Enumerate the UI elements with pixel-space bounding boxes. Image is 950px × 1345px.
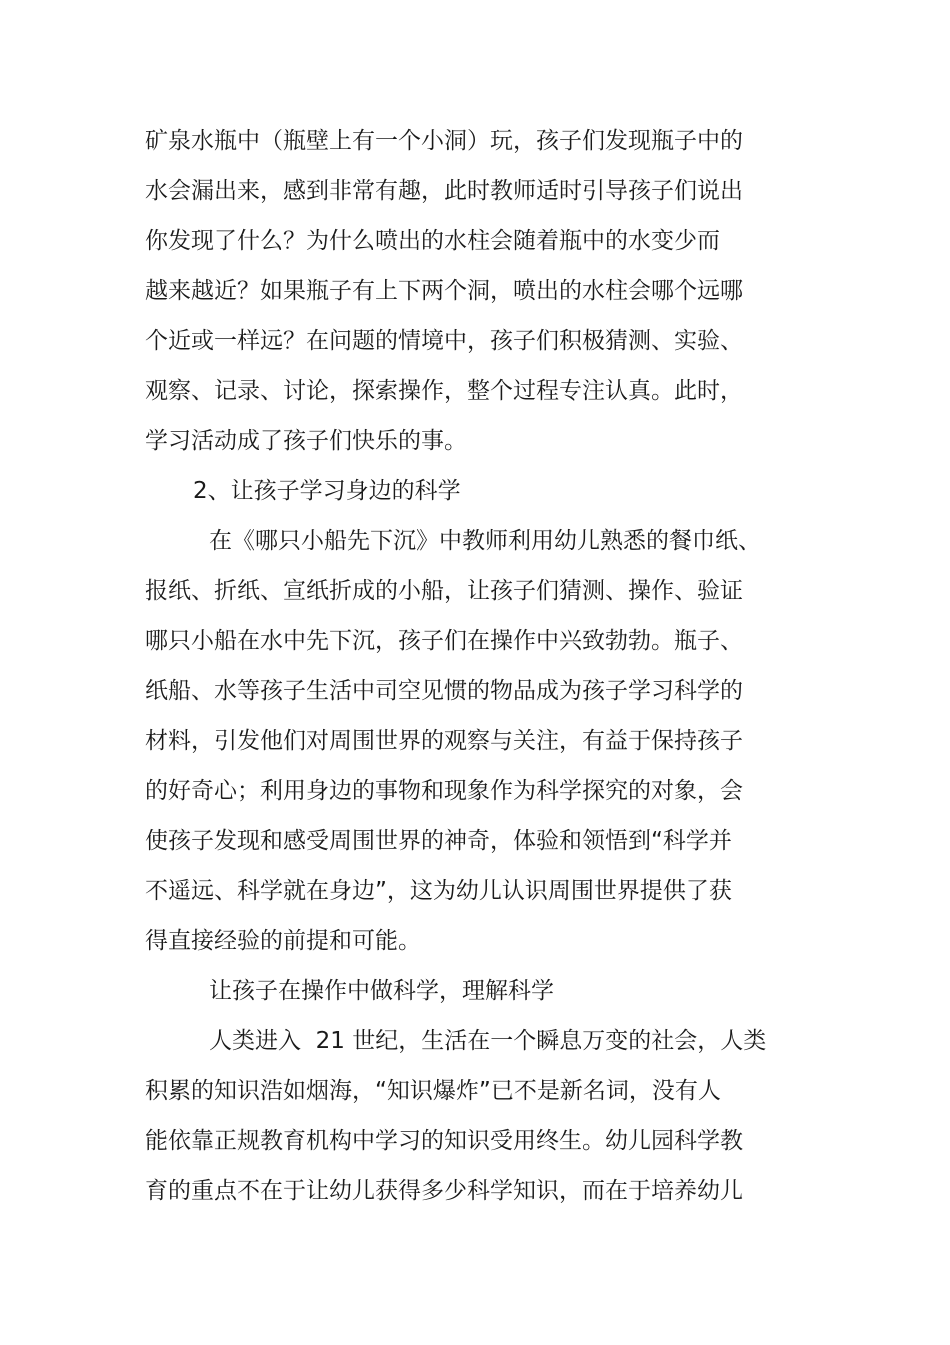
paragraph-line: 观察、记录、讨论，探索操作，整个过程专注认真。此时， <box>145 378 743 404</box>
paragraph-line: 使孩子发现和感受周围世界的神奇，体验和领悟到“科学并 <box>145 828 732 854</box>
paragraph-line: 个近或一样远？在问题的情境中，孩子们积极猜测、实验、 <box>145 328 743 354</box>
paragraph-line: 人类进入 21 世纪，生活在一个瞬息万变的社会，人类 <box>209 1028 767 1054</box>
paragraph-line: 积累的知识浩如烟海，“知识爆炸”已不是新名词，没有人 <box>145 1078 721 1104</box>
paragraph-line: 能依靠正规教育机构中学习的知识受用终生。幼儿园科学教 <box>145 1128 743 1154</box>
paragraph-line: 水会漏出来，感到非常有趣，此时教师适时引导孩子们说出 <box>145 178 743 204</box>
paragraph-line: 你发现了什么？为什么喷出的水柱会随着瓶中的水变少而 <box>145 228 720 254</box>
paragraph-line: 矿泉水瓶中（瓶壁上有一个小洞）玩，孩子们发现瓶子中的 <box>145 128 743 154</box>
paragraph-line: 哪只小船在水中先下沉，孩子们在操作中兴致勃勃。瓶子、 <box>145 628 743 654</box>
paragraph-line: 不遥远、科学就在身边”，这为幼儿认识周围世界提供了获 <box>145 878 732 904</box>
paragraph-line: 学习活动成了孩子们快乐的事。 <box>145 428 467 454</box>
paragraph-line: 纸船、水等孩子生活中司空见惯的物品成为孩子学习科学的 <box>145 678 743 704</box>
section-heading: 让孩子在操作中做科学，理解科学 <box>209 978 554 1004</box>
section-heading: 2、让孩子学习身边的科学 <box>193 478 461 504</box>
paragraph-line: 材料，引发他们对周围世界的观察与关注，有益于保持孩子 <box>145 728 743 754</box>
paragraph-line: 育的重点不在于让幼儿获得多少科学知识，而在于培养幼儿 <box>145 1178 743 1204</box>
paragraph-line: 的好奇心；利用身边的事物和现象作为科学探究的对象，会 <box>145 778 743 804</box>
paragraph-line: 得直接经验的前提和可能。 <box>145 928 421 954</box>
paragraph-line: 越来越近？如果瓶子有上下两个洞，喷出的水柱会哪个远哪 <box>145 278 743 304</box>
paragraph-line: 在《哪只小船先下沉》中教师利用幼儿熟悉的餐巾纸、 <box>209 528 761 554</box>
paragraph-line: 报纸、折纸、宣纸折成的小船，让孩子们猜测、操作、验证 <box>145 578 743 604</box>
